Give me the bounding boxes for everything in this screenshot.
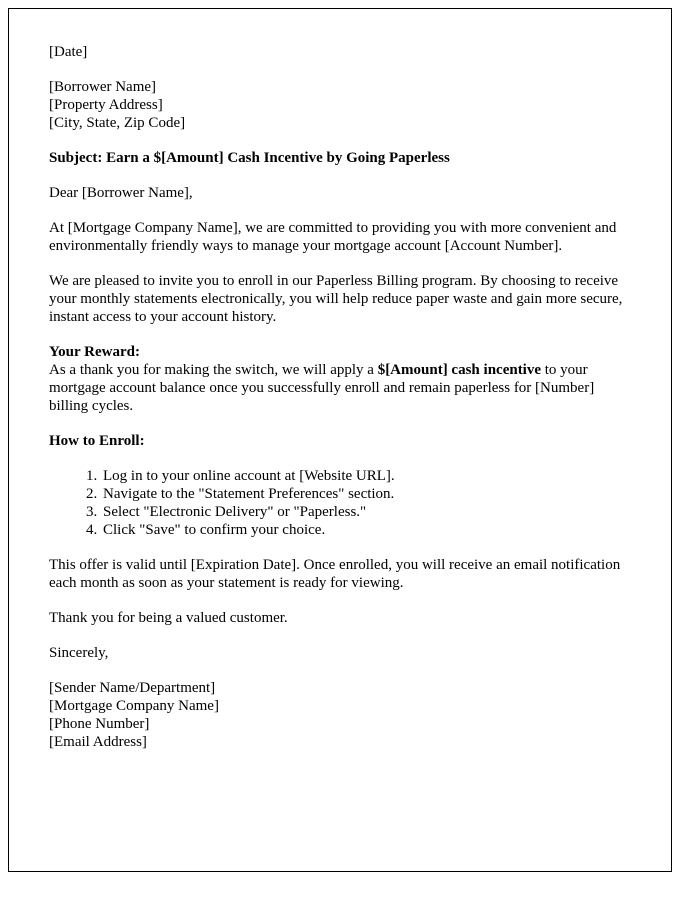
recipient-city-state-zip: [City, State, Zip Code] [49, 115, 186, 131]
signature-sender: [Sender Name/Department] [49, 680, 216, 696]
enroll-step-4: 4. Click "Save" to confirm your choice. [101, 521, 631, 539]
reward-text-bold: $[Amount] cash incentive [377, 362, 542, 378]
signature-company: [Mortgage Company Name] [49, 698, 219, 714]
salutation: Dear [Borrower Name], [49, 185, 193, 201]
reward-text-pre: As a thank you for making the switch, we will apply a [49, 362, 378, 378]
recipient-address: [Property Address] [49, 97, 163, 113]
reward-paragraph [49, 361, 631, 415]
enroll-heading: How to Enroll: [49, 433, 145, 449]
enroll-steps-list [49, 467, 631, 539]
paragraph-offer-validity: This offer is valid until [Expiration Date]. Once enrolled, you will receive an email notification each month as soon as your statement is ready for viewing. [49, 557, 621, 591]
signature-email: [Email Address] [49, 734, 147, 750]
reward-text-post: to your mortgage account balance once you successfully enroll and remain paperless for [Number] billing cycles. [49, 362, 595, 414]
signature-phone: [Phone Number] [49, 716, 150, 732]
paragraph-thanks: Thank you for being a valued customer. [49, 610, 288, 626]
letter-date: [Date] [49, 44, 88, 60]
reward-section [49, 343, 631, 415]
recipient-block [49, 78, 631, 132]
signature-block [49, 679, 631, 751]
enroll-step-2: 2. Navigate to the "Statement Preferences" section. [101, 485, 631, 503]
subject-line: Subject: Earn a $[Amount] Cash Incentive by Going Paperless [49, 150, 450, 166]
paragraph-invite: We are pleased to invite you to enroll in our Paperless Billing program. By choosing to receive your monthly statements electronically, you will help reduce paper waste and gain more secure, instant access to your account history. [49, 273, 623, 325]
closing: Sincerely, [49, 645, 109, 661]
letter-page [8, 8, 672, 872]
paragraph-intro: At [Mortgage Company Name], we are committed to providing you with more convenient and environmentally friendly ways to manage your mortgage account [Account Number]. [49, 220, 617, 254]
enroll-step-3: 3. Select "Electronic Delivery" or "Paperless." [101, 503, 631, 521]
letter-body [9, 9, 671, 751]
recipient-name: [Borrower Name] [49, 79, 157, 95]
enroll-step-1: 1. Log in to your online account at [Website URL]. [101, 467, 631, 485]
reward-heading: Your Reward: [49, 344, 140, 360]
